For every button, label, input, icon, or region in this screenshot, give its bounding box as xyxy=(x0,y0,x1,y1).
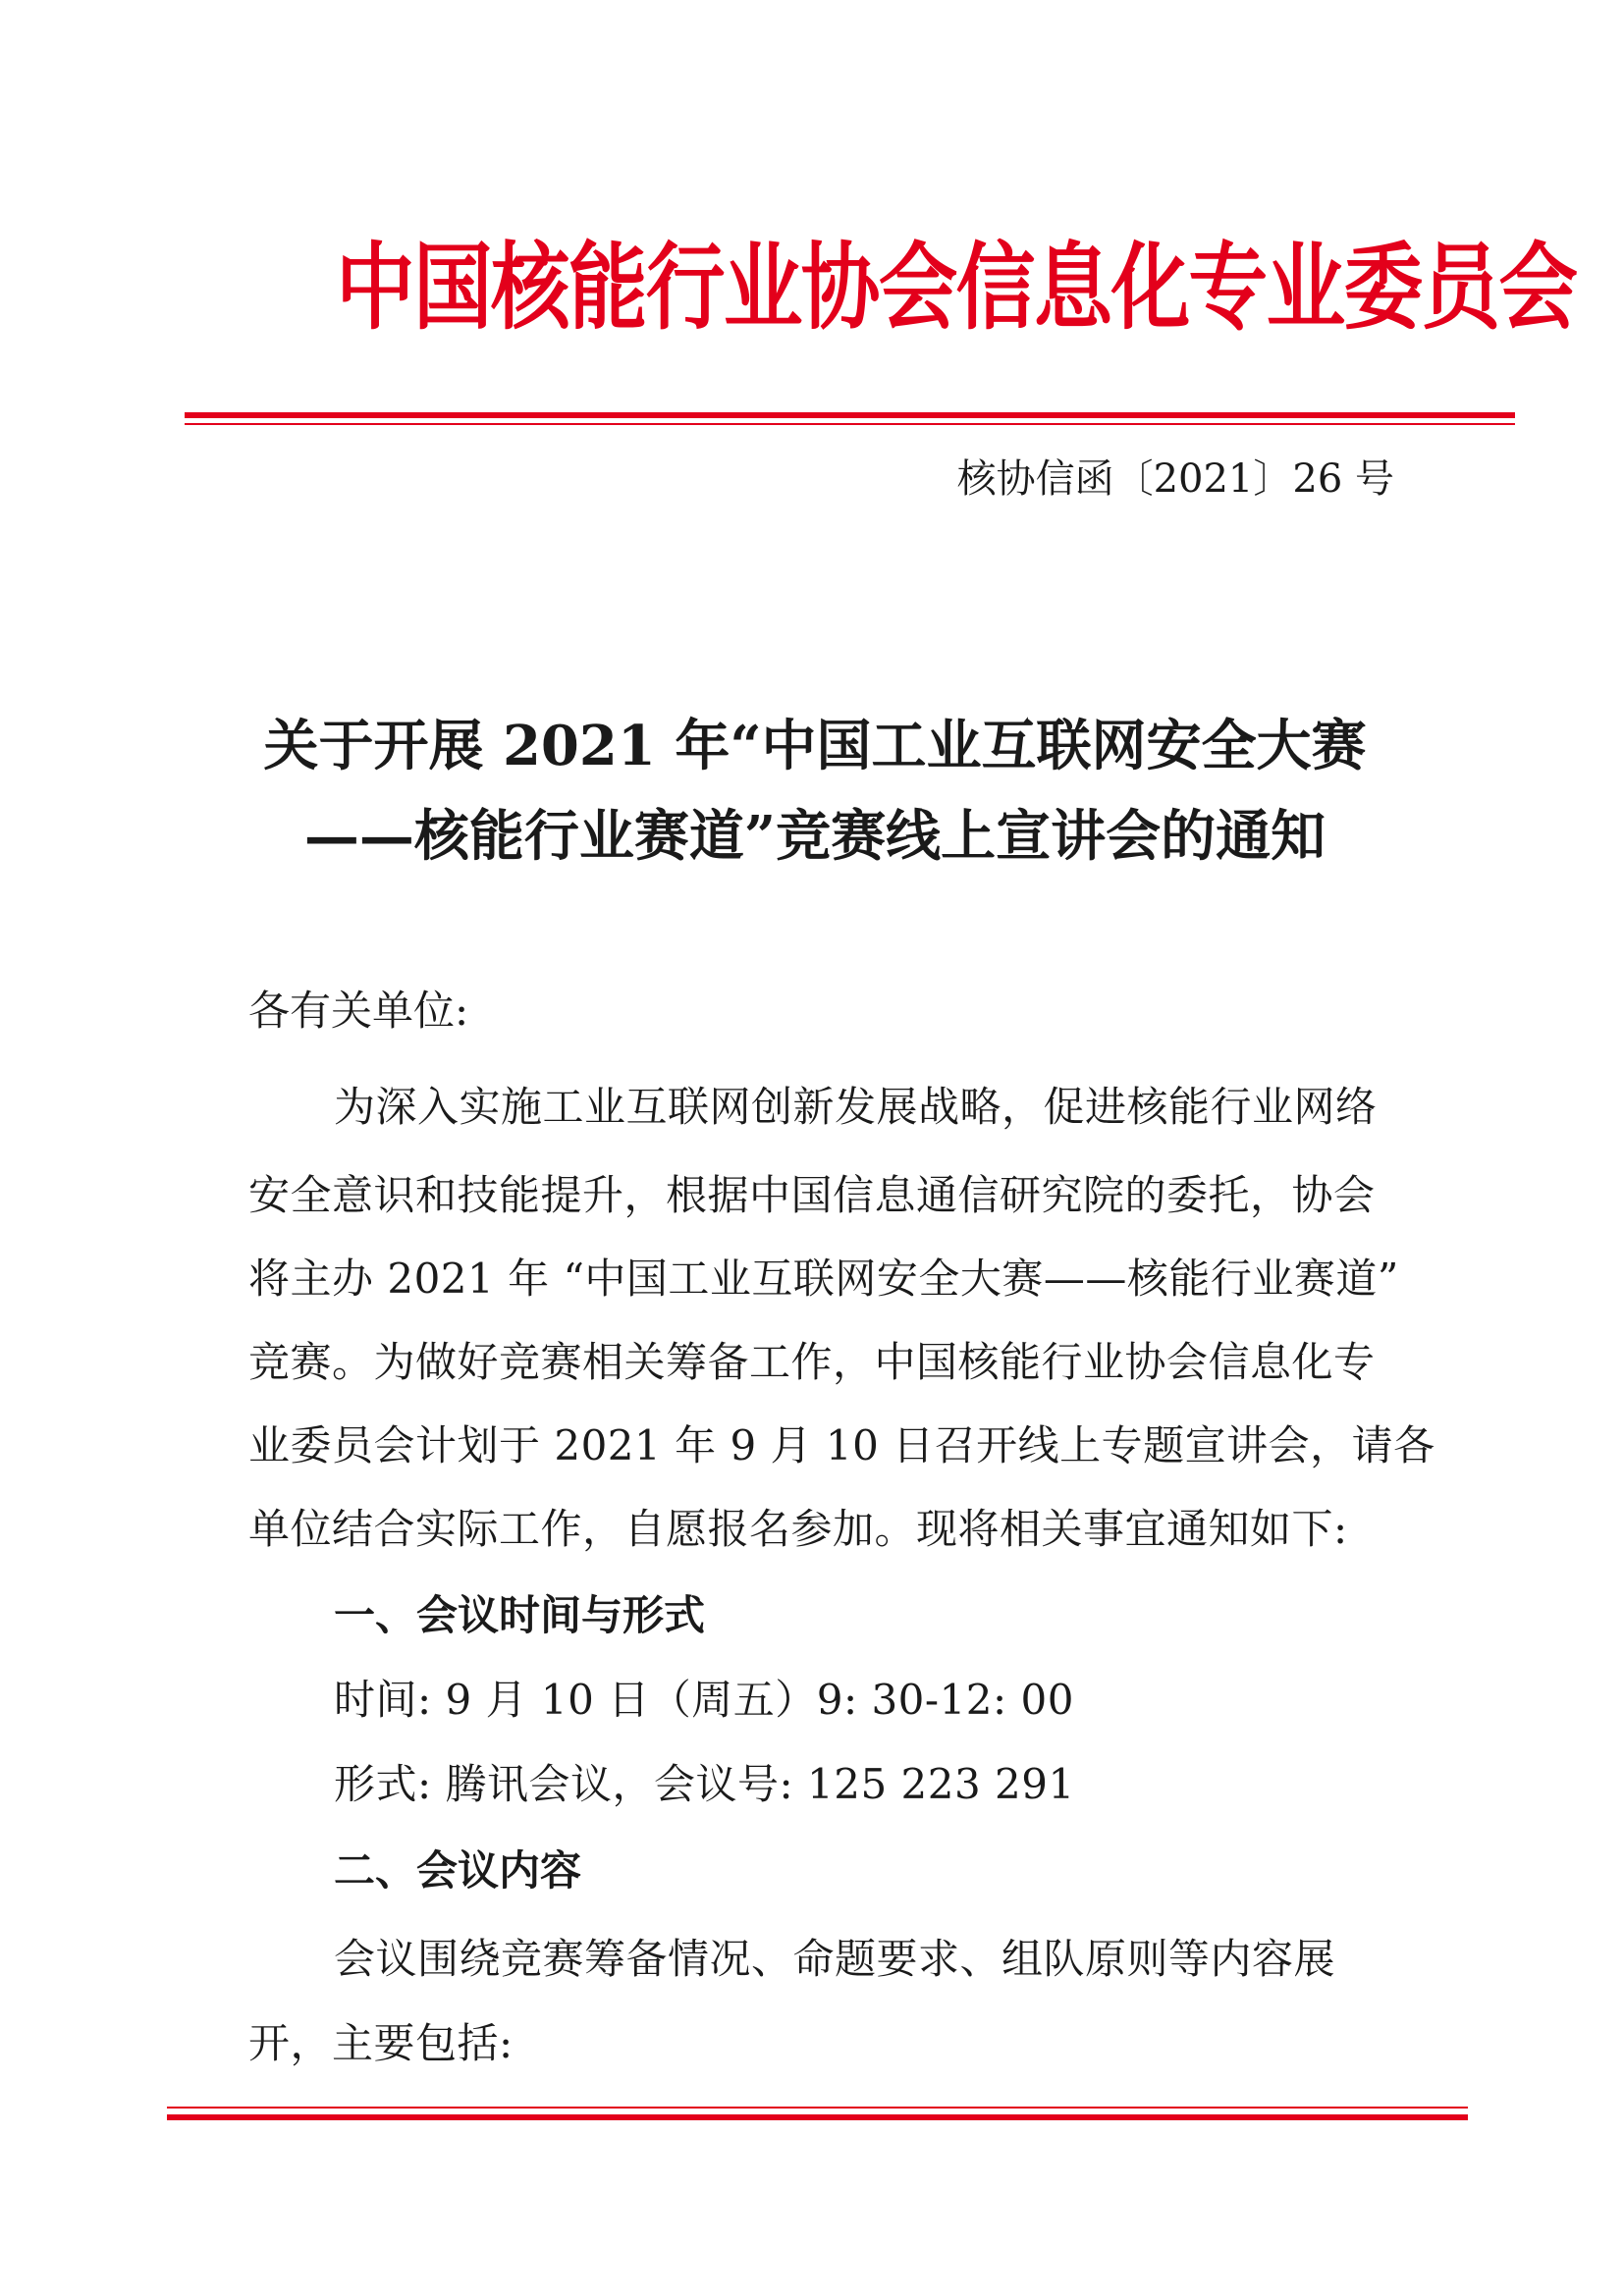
letterhead-organization-name: 中国核能行业协会信息化专业委员会 xyxy=(336,233,1577,343)
salutation: 各有关单位: xyxy=(248,987,469,1035)
intro-paragraph-line: 单位结合实际工作，自愿报名参加。现将相关事宜通知如下: xyxy=(248,1505,1348,1553)
letterhead-divider-thick xyxy=(185,412,1515,418)
meeting-format: 形式: 腾讯会议，会议号: 125 223 291 xyxy=(334,1760,1075,1808)
intro-paragraph-line: 将主办 2021 年 “中国工业互联网安全大赛——核能行业赛道” xyxy=(248,1255,1399,1303)
intro-paragraph-line: 竞赛。为做好竞赛相关筹备工作，中国核能行业协会信息化专 xyxy=(248,1338,1376,1386)
footer-divider-thick xyxy=(167,2114,1468,2120)
document-title-line-2: ——核能行业赛道”竞赛线上宣讲会的通知 xyxy=(303,804,1326,869)
footer-divider-thin xyxy=(167,2107,1468,2109)
section-heading: 二、会议内容 xyxy=(334,1846,582,1895)
intro-paragraph-line: 安全意识和技能提升，根据中国信息通信研究院的委托，协会 xyxy=(248,1171,1376,1219)
intro-paragraph-line: 业委员会计划于 2021 年 9 月 10 日召开线上专题宣讲会，请各 xyxy=(248,1421,1435,1469)
letterhead-divider-thin xyxy=(185,423,1515,425)
meeting-content-line: 会议围绕竞赛筹备情况、命题要求、组队原则等内容展 xyxy=(334,1935,1336,1983)
meeting-time: 时间: 9 月 10 日（周五）9: 30-12: 00 xyxy=(334,1676,1074,1724)
section-heading: 一、会议时间与形式 xyxy=(334,1591,706,1639)
meeting-content-line: 开，主要包括: xyxy=(248,2019,514,2067)
document-number: 核协信函〔2021〕26 号 xyxy=(956,456,1394,502)
intro-paragraph-line: 为深入实施工业互联网创新发展战略，促进核能行业网络 xyxy=(334,1083,1378,1131)
document-title-line-1: 关于开展 2021 年“中国工业互联网安全大赛 xyxy=(263,714,1367,778)
